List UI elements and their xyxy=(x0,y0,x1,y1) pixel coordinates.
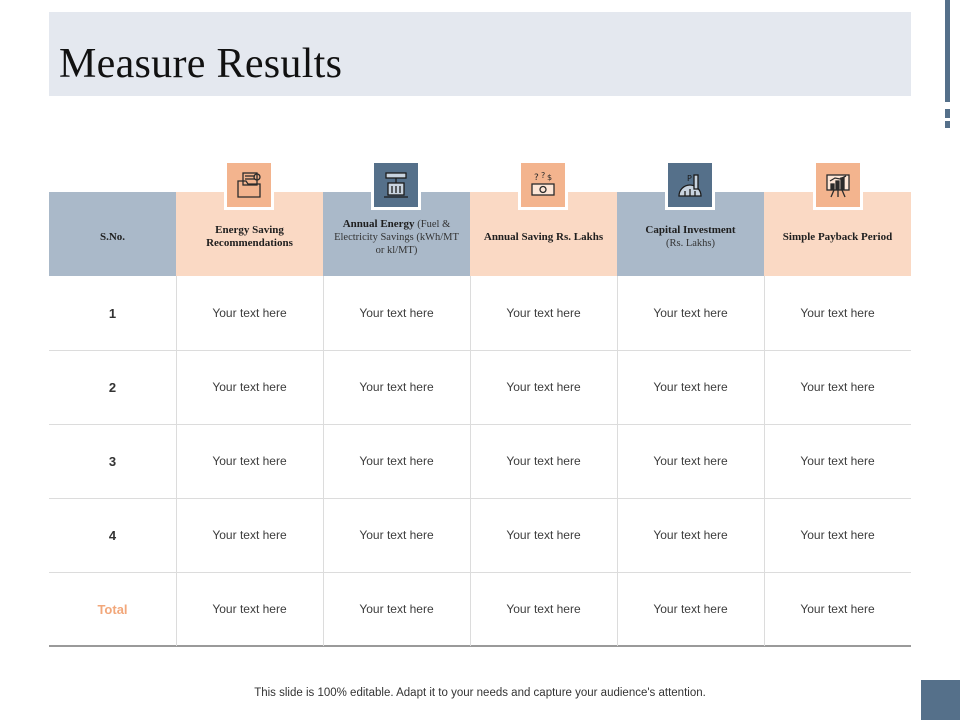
table-cell[interactable]: Your text here xyxy=(800,306,875,320)
footer-note: This slide is 100% editable. Adapt it to your needs and capture your audience's attention. xyxy=(254,687,706,699)
edge-accent-bar xyxy=(945,0,950,102)
svg-text:?: ? xyxy=(541,171,546,180)
row-number: 2 xyxy=(108,379,117,395)
header-energy-saving: Energy Saving Recommendations xyxy=(176,192,323,276)
header-payback-period: Simple Payback Period xyxy=(764,192,911,276)
svg-text:?: ? xyxy=(534,173,539,183)
header-annual-energy: Annual Energy (Fuel & Electricity Savings (kWh/MT or kl/MT) xyxy=(323,192,470,276)
header-sno: S.No. xyxy=(49,192,176,276)
edge-accent-bar xyxy=(945,121,950,128)
header-capital-investment: Capital Investment (Rs. Lakhs) xyxy=(617,192,764,276)
table-cell[interactable]: Your text here xyxy=(653,602,728,616)
table-cell[interactable]: Your text here xyxy=(506,306,581,320)
table-cell[interactable]: Your text here xyxy=(653,380,728,394)
table-cell[interactable]: Your text here xyxy=(212,602,287,616)
table-cell[interactable]: Your text here xyxy=(359,602,434,616)
energy-machine-icon xyxy=(371,160,421,210)
table-cell[interactable]: Your text here xyxy=(506,380,581,394)
row-number: 4 xyxy=(108,527,117,543)
table-cell[interactable]: Your text here xyxy=(653,454,728,468)
payback-chart-board-icon xyxy=(813,160,863,210)
money-saving-icon xyxy=(518,160,568,210)
table-cell[interactable]: Your text here xyxy=(359,454,434,468)
table-cell[interactable]: Your text here xyxy=(212,306,287,320)
table-cell[interactable]: Your text here xyxy=(653,528,728,542)
row-number: 3 xyxy=(108,453,117,469)
page-title: Measure Results xyxy=(59,41,343,87)
row-number: 1 xyxy=(108,305,117,321)
table-cell[interactable]: Your text here xyxy=(359,528,434,542)
table-cell[interactable]: Your text here xyxy=(653,306,728,320)
table-cell[interactable]: Your text here xyxy=(506,602,581,616)
table-cell[interactable]: Your text here xyxy=(800,602,875,616)
table-cell[interactable]: Your text here xyxy=(212,454,287,468)
table-cell[interactable]: Your text here xyxy=(212,380,287,394)
table-cell[interactable]: Your text here xyxy=(359,380,434,394)
table-cell[interactable]: Your text here xyxy=(506,528,581,542)
investment-building-icon xyxy=(665,160,715,210)
table-cell[interactable]: Your text here xyxy=(800,380,875,394)
title-bar xyxy=(49,12,911,96)
svg-text:P: P xyxy=(687,174,692,183)
svg-text:$: $ xyxy=(547,173,553,182)
table-cell[interactable]: Your text here xyxy=(800,454,875,468)
table-cell[interactable]: Your text here xyxy=(212,528,287,542)
header-annual-saving: Annual Saving Rs. Lakhs xyxy=(470,192,617,276)
folder-document-icon xyxy=(224,160,274,210)
table-cell[interactable]: Your text here xyxy=(800,528,875,542)
edge-accent-bar xyxy=(945,109,950,118)
table-cell[interactable]: Your text here xyxy=(506,454,581,468)
total-label: Total xyxy=(97,601,128,617)
corner-accent-box xyxy=(921,680,960,720)
table-cell[interactable]: Your text here xyxy=(359,306,434,320)
